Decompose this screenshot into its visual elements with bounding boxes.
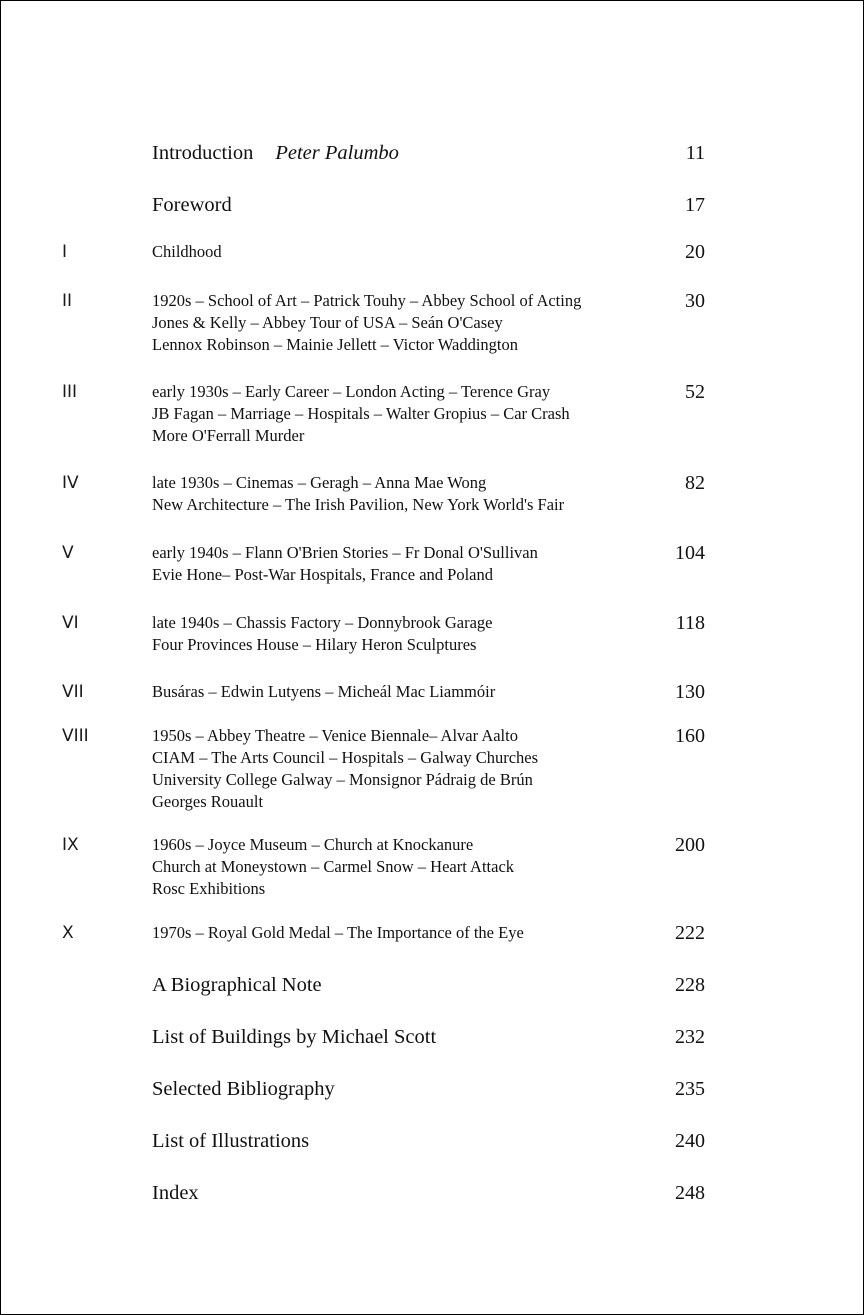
chapter-numeral: III [62, 382, 78, 402]
chapter-numeral: IV [62, 473, 79, 493]
chapter-topic-line: Busáras – Edwin Lutyens – Micheál Mac Liammóir [152, 682, 496, 701]
page-number: 30 [685, 290, 705, 312]
chapter-topic-line: More O'Ferrall Murder [152, 426, 305, 445]
page-number: 118 [675, 612, 705, 634]
chapter-topics [152, 725, 652, 813]
page-number: 82 [685, 472, 705, 494]
chapter-numeral: VII [62, 682, 84, 702]
chapter-topic-line: University College Galway – Monsignor Pádraig de Brún [152, 770, 533, 789]
page-number: 200 [675, 834, 705, 856]
chapter-topics [152, 922, 652, 944]
chapter-topic-line: 1950s – Abbey Theatre – Venice Biennale– Alvar Aalto [152, 726, 518, 745]
toc-entry-title: List of Buildings by Michael Scott [152, 1026, 437, 1048]
introduction-author: Peter Palumbo [275, 142, 399, 164]
introduction-title: Introduction [152, 142, 254, 164]
toc-entry-title: List of Illustrations [152, 1130, 310, 1152]
chapter-numeral: II [62, 291, 73, 311]
toc-entry-title: A Biographical Note [152, 974, 322, 996]
chapter-topic-line: Evie Hone– Post-War Hospitals, France and Poland [152, 565, 493, 584]
toc-entry-title: Selected Bibliography [152, 1078, 335, 1100]
toc-entry-title [152, 141, 652, 165]
page-number: 104 [675, 542, 705, 564]
chapter-topic-line: Georges Rouault [152, 792, 264, 811]
chapter-topics [152, 241, 652, 263]
chapter-topic-line: Rosc Exhibitions [152, 879, 266, 898]
toc-entry-title: Foreword [152, 194, 232, 216]
chapter-topic-line: Childhood [152, 242, 222, 261]
page-number: 228 [675, 974, 705, 996]
chapter-topics [152, 681, 652, 703]
chapter-topic-line: early 1940s – Flann O'Brien Stories – Fr Donal O'Sullivan [152, 543, 538, 562]
chapter-numeral: VI [62, 613, 79, 633]
page-number: 17 [685, 194, 705, 216]
chapter-topic-line: Lennox Robinson – Mainie Jellett – Victor Waddington [152, 335, 518, 354]
chapter-topic-line: 1920s – School of Art – Patrick Touhy – Abbey School of Acting [152, 291, 582, 310]
chapter-topics [152, 472, 652, 516]
chapter-topics [152, 612, 652, 656]
page-number: 222 [675, 922, 705, 944]
chapter-numeral: I [62, 242, 68, 262]
page-number: 52 [685, 381, 705, 403]
chapter-topic-line: Four Provinces House – Hilary Heron Sculptures [152, 635, 477, 654]
chapter-topic-line: late 1930s – Cinemas – Geragh – Anna Mae Wong [152, 473, 487, 492]
chapter-topics [152, 542, 652, 586]
page-number: 235 [675, 1078, 705, 1100]
chapter-topic-line: Jones & Kelly – Abbey Tour of USA – Seán O'Casey [152, 313, 503, 332]
chapter-topics [152, 381, 652, 447]
chapter-topic-line: early 1930s – Early Career – London Acting – Terence Gray [152, 382, 551, 401]
page-number: 248 [675, 1182, 705, 1204]
toc-entry-title: Index [152, 1182, 199, 1204]
chapter-numeral: IX [62, 835, 79, 855]
page-number: 232 [675, 1026, 705, 1048]
chapter-numeral: X [62, 923, 74, 943]
chapter-topic-line: New Architecture – The Irish Pavilion, New York World's Fair [152, 495, 565, 514]
chapter-numeral: VIII [62, 726, 89, 746]
chapter-topic-line: CIAM – The Arts Council – Hospitals – Galway Churches [152, 748, 539, 767]
page-number: 130 [675, 681, 705, 703]
page-number: 11 [685, 142, 705, 164]
chapter-topic-line: JB Fagan – Marriage – Hospitals – Walter Gropius – Car Crash [152, 404, 570, 423]
chapter-numeral: V [62, 543, 74, 563]
page-number: 240 [675, 1130, 705, 1152]
chapter-topics [152, 290, 652, 356]
chapter-topic-line: late 1940s – Chassis Factory – Donnybrook Garage [152, 613, 493, 632]
chapter-topic-line: 1960s – Joyce Museum – Church at Knockanure [152, 835, 474, 854]
page-number: 160 [675, 725, 705, 747]
chapter-topics [152, 834, 652, 900]
chapter-topic-line: 1970s – Royal Gold Medal – The Importance of the Eye [152, 923, 524, 942]
chapter-topic-line: Church at Moneystown – Carmel Snow – Heart Attack [152, 857, 515, 876]
page-number: 20 [685, 241, 705, 263]
